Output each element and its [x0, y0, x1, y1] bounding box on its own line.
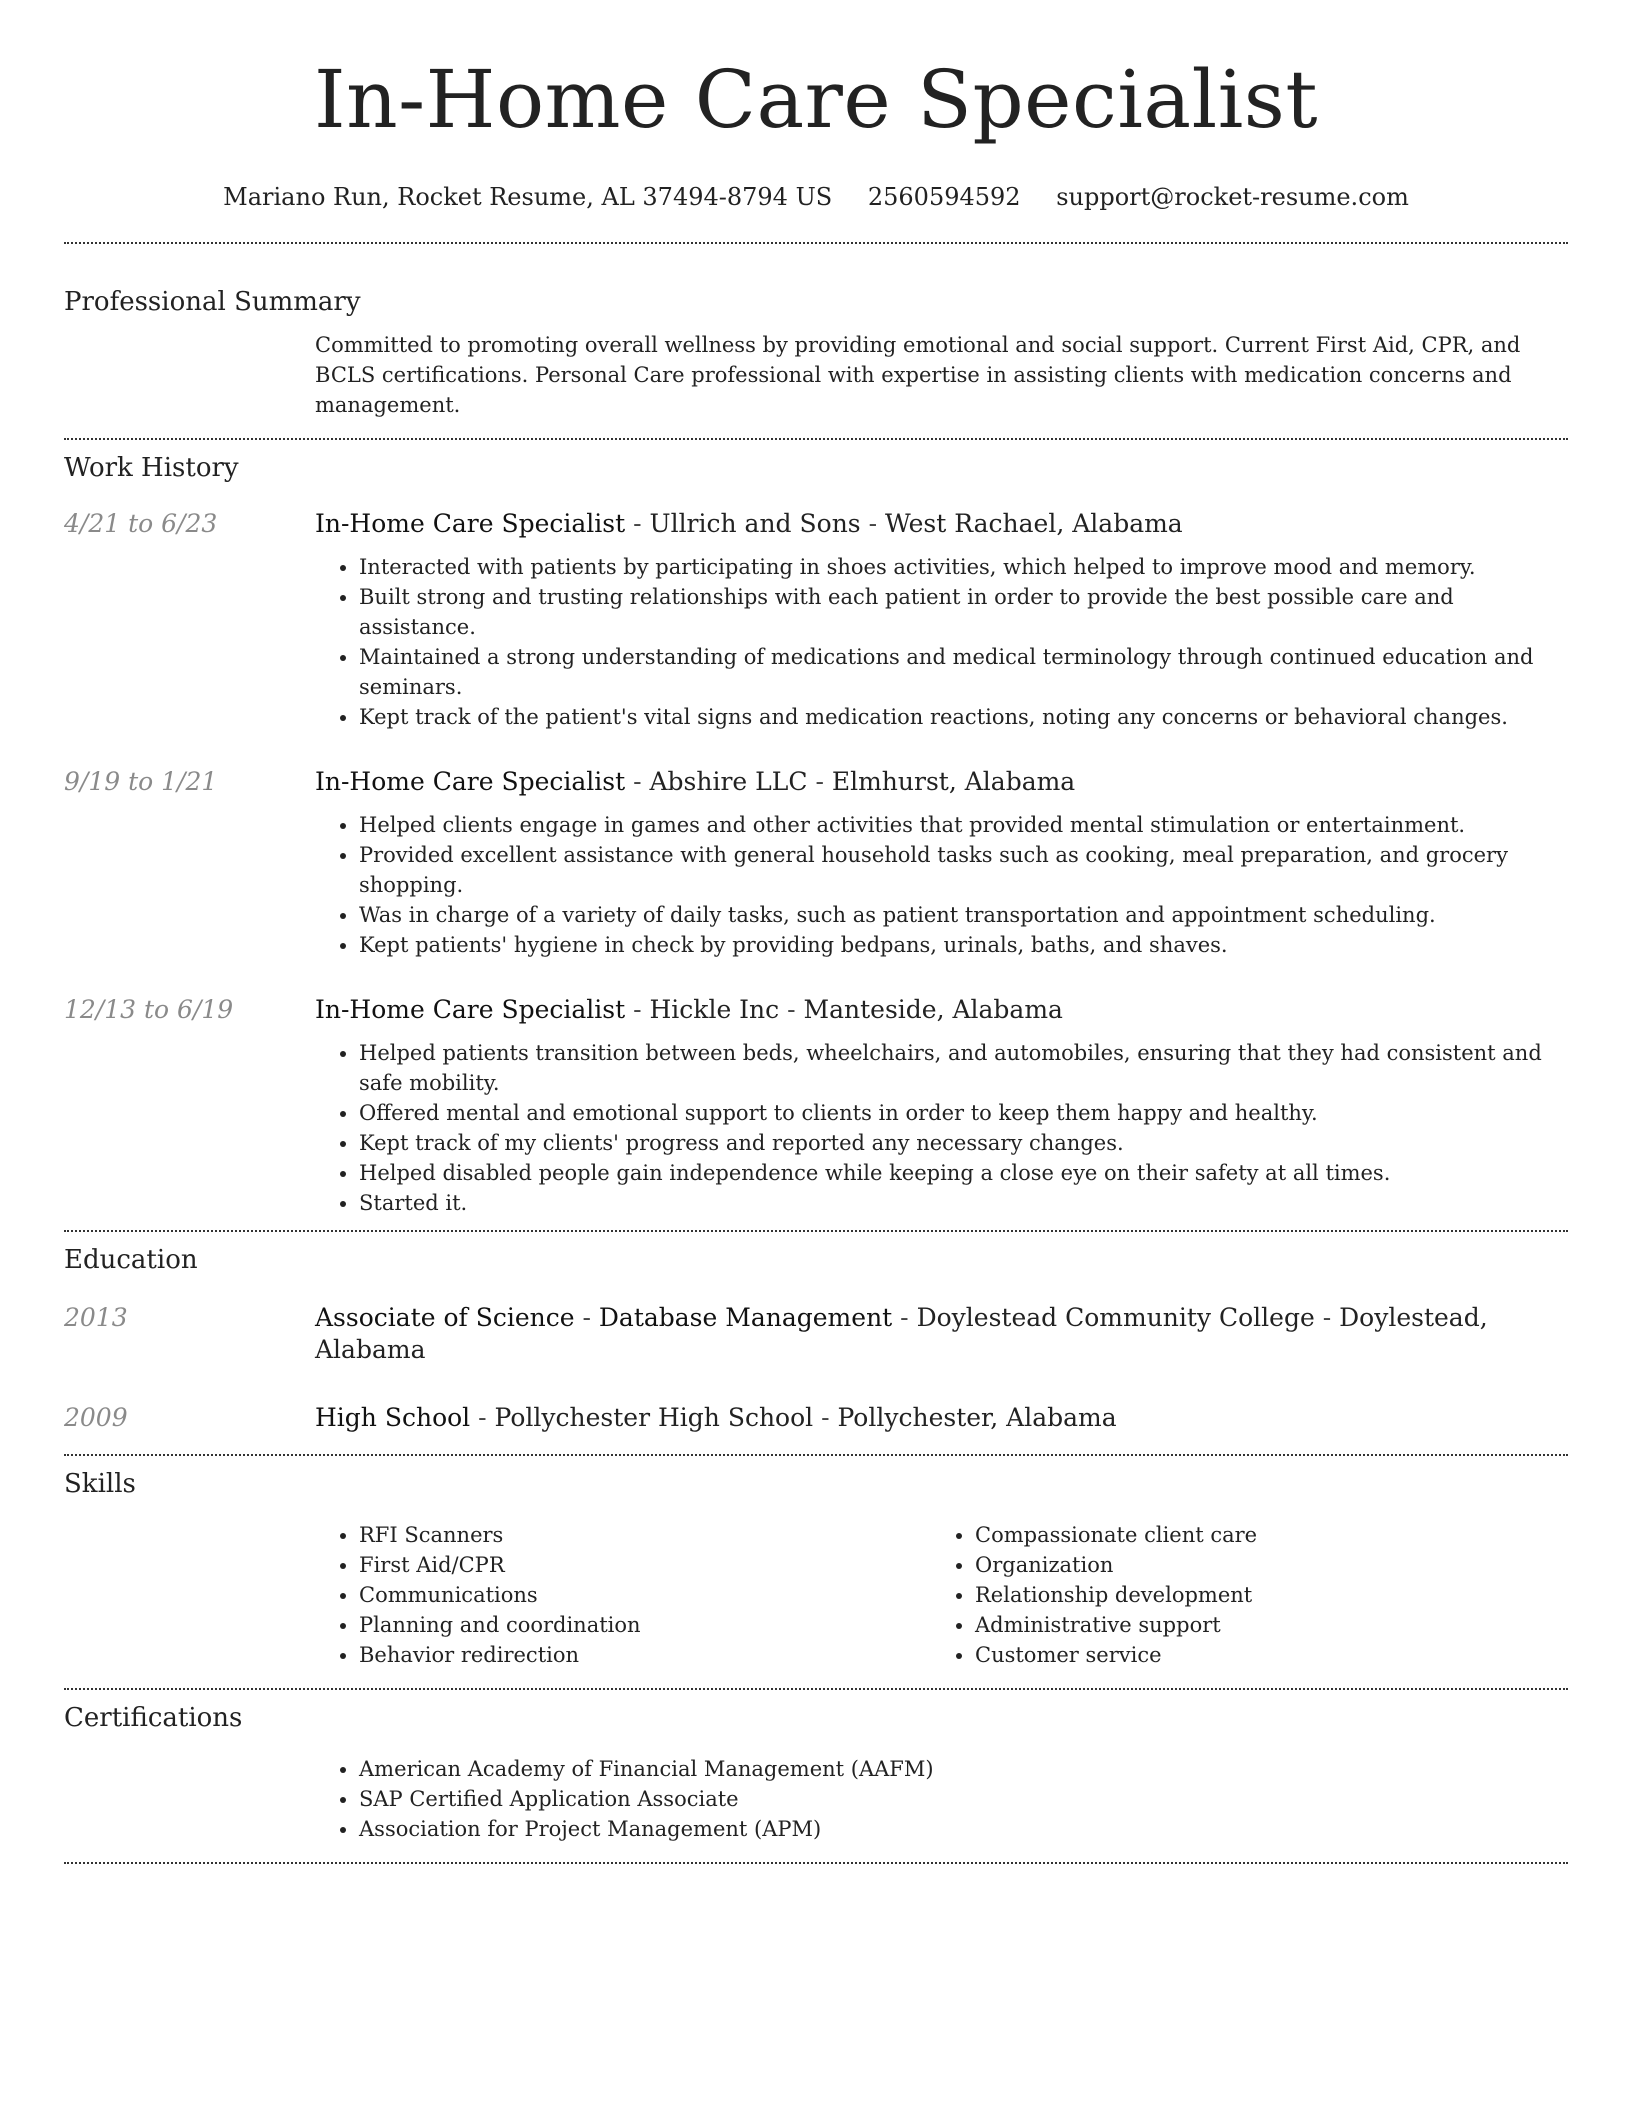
skill-item: • First Aid/CPR	[359, 1550, 931, 1580]
separator: -	[574, 1303, 599, 1332]
job-location: West Rachael, Alabama	[884, 509, 1183, 538]
job-dates: 4/21 to 6/23	[64, 509, 218, 538]
job-entry	[64, 766, 1568, 960]
education-details	[315, 1402, 1568, 1434]
separator: -	[625, 995, 650, 1024]
education-degree: High School	[315, 1403, 471, 1432]
certification-item: • American Academy of Financial Management (AAFM)	[359, 1754, 1568, 1784]
certification-item: • Association for Project Management (APM)	[359, 1814, 1568, 1844]
job-location: Manteside, Alabama	[803, 995, 1063, 1024]
separator: -	[860, 509, 885, 538]
job-title: In-Home Care Specialist	[315, 995, 626, 1024]
skill-item: • Administrative support	[975, 1610, 1568, 1640]
job-duty: • Helped clients engage in games and other activities that provided mental stimulation or entertainment.	[359, 810, 1568, 840]
job-duties	[315, 1038, 1568, 1218]
skills-heading: Skills	[64, 1469, 136, 1499]
work-history-heading: Work History	[64, 453, 239, 483]
separator: -	[625, 509, 650, 538]
skill-item: • Planning and coordination	[359, 1610, 931, 1640]
job-entry	[64, 994, 1568, 1218]
job-duty: • Kept patients' hygiene in check by providing bedpans, urinals, baths, and shaves.	[359, 930, 1568, 960]
job-dates: 12/13 to 6/19	[64, 995, 234, 1024]
job-dates: 9/19 to 1/21	[64, 767, 218, 796]
separator: -	[779, 995, 804, 1024]
contact-email[interactable]: support@rocket-resume.com	[1056, 183, 1409, 211]
contact-address: Mariano Run, Rocket Resume, AL 37494-8794 US	[223, 183, 833, 211]
education-year: 2009	[64, 1403, 128, 1432]
job-duties	[315, 810, 1568, 960]
job-company: Ullrich and Sons	[649, 509, 861, 538]
education-entry	[64, 1402, 1568, 1434]
certifications-section	[64, 1690, 1568, 1844]
education-heading: Education	[64, 1245, 198, 1275]
contact-info	[64, 182, 1568, 212]
job-location: Elmhurst, Alabama	[831, 767, 1076, 796]
skill-item: • Communications	[359, 1580, 931, 1610]
job-duties	[315, 552, 1568, 732]
job-title: In-Home Care Specialist	[315, 509, 626, 538]
summary-text: Committed to promoting overall wellness by providing emotional and social support. Current First Aid, CPR, and BCLS certifications. Personal Care professional with expertise in assisting clients with medication concerns and management.	[315, 333, 1521, 417]
work-history-section	[64, 440, 1568, 1218]
job-duty: • Helped disabled people gain independence while keeping a close eye on their safety at all times.	[359, 1158, 1568, 1188]
separator: -	[625, 767, 650, 796]
job-company: Hickle Inc	[649, 995, 780, 1024]
summary-section	[64, 244, 1568, 420]
separator: -	[470, 1403, 495, 1432]
contact-phone: 2560594592	[867, 183, 1021, 211]
skill-item: • Customer service	[975, 1640, 1568, 1670]
education-year: 2013	[64, 1303, 128, 1332]
separator: -	[813, 1403, 838, 1432]
job-duty: • Kept track of my clients' progress and reported any necessary changes.	[359, 1128, 1568, 1158]
job-entry	[64, 508, 1568, 732]
job-duty: • Maintained a strong understanding of medications and medical terminology through continued education and seminars.	[359, 642, 1568, 702]
job-duty: • Provided excellent assistance with general household tasks such as cooking, meal preparation, and grocery shopping.	[359, 840, 1568, 900]
education-school: Pollychester High School	[494, 1403, 814, 1432]
education-location: Doylestead, Alabama	[315, 1303, 1488, 1364]
education-section	[64, 1232, 1568, 1434]
job-heading	[315, 994, 1568, 1026]
skill-item: • Compassionate client care	[975, 1520, 1568, 1550]
skill-item: • Behavior redirection	[359, 1640, 931, 1670]
certification-item: • SAP Certified Application Associate	[359, 1784, 1568, 1814]
skills-list	[315, 1520, 931, 1670]
job-duty: • Started it.	[359, 1188, 1568, 1218]
education-field: Database Management	[598, 1303, 893, 1332]
section-divider	[64, 1862, 1568, 1864]
education-entry	[64, 1302, 1568, 1366]
job-duty: • Interacted with patients by participating in shoes activities, which helped to improve mood and memory.	[359, 552, 1568, 582]
job-duty: • Helped patients transition between beds, wheelchairs, and automobiles, ensuring that they had consistent and safe mobility.	[359, 1038, 1568, 1098]
education-degree: Associate of Science	[315, 1303, 575, 1332]
job-duty: • Kept track of the patient's vital signs and medication reactions, noting any concerns or behavioral changes.	[359, 702, 1568, 732]
job-title: In-Home Care Specialist	[315, 767, 626, 796]
education-school: Doylestead Community College	[916, 1303, 1315, 1332]
separator: -	[892, 1303, 917, 1332]
job-duty: • Built strong and trusting relationships with each patient in order to provide the best possible care and assistance.	[359, 582, 1568, 642]
skills-list	[931, 1520, 1568, 1670]
skill-item: • Organization	[975, 1550, 1568, 1580]
job-duty: • Offered mental and emotional support to clients in order to keep them happy and healthy.	[359, 1098, 1568, 1128]
summary-heading: Professional Summary	[64, 287, 361, 317]
skills-section	[64, 1456, 1568, 1670]
skill-item: • RFI Scanners	[359, 1520, 931, 1550]
education-location: Pollychester, Alabama	[837, 1403, 1117, 1432]
certifications-list	[315, 1754, 1568, 1844]
resume-title: In-Home Care Specialist	[314, 53, 1318, 146]
skills-grid	[315, 1520, 1568, 1670]
job-heading	[315, 508, 1568, 540]
education-details	[315, 1302, 1568, 1366]
job-company: Abshire LLC	[649, 767, 808, 796]
job-duty: • Was in charge of a variety of daily tasks, such as patient transportation and appointment scheduling.	[359, 900, 1568, 930]
job-heading	[315, 766, 1568, 798]
separator: -	[807, 767, 832, 796]
certifications-heading: Certifications	[64, 1703, 243, 1733]
separator: -	[1314, 1303, 1340, 1332]
skill-item: • Relationship development	[975, 1580, 1568, 1610]
